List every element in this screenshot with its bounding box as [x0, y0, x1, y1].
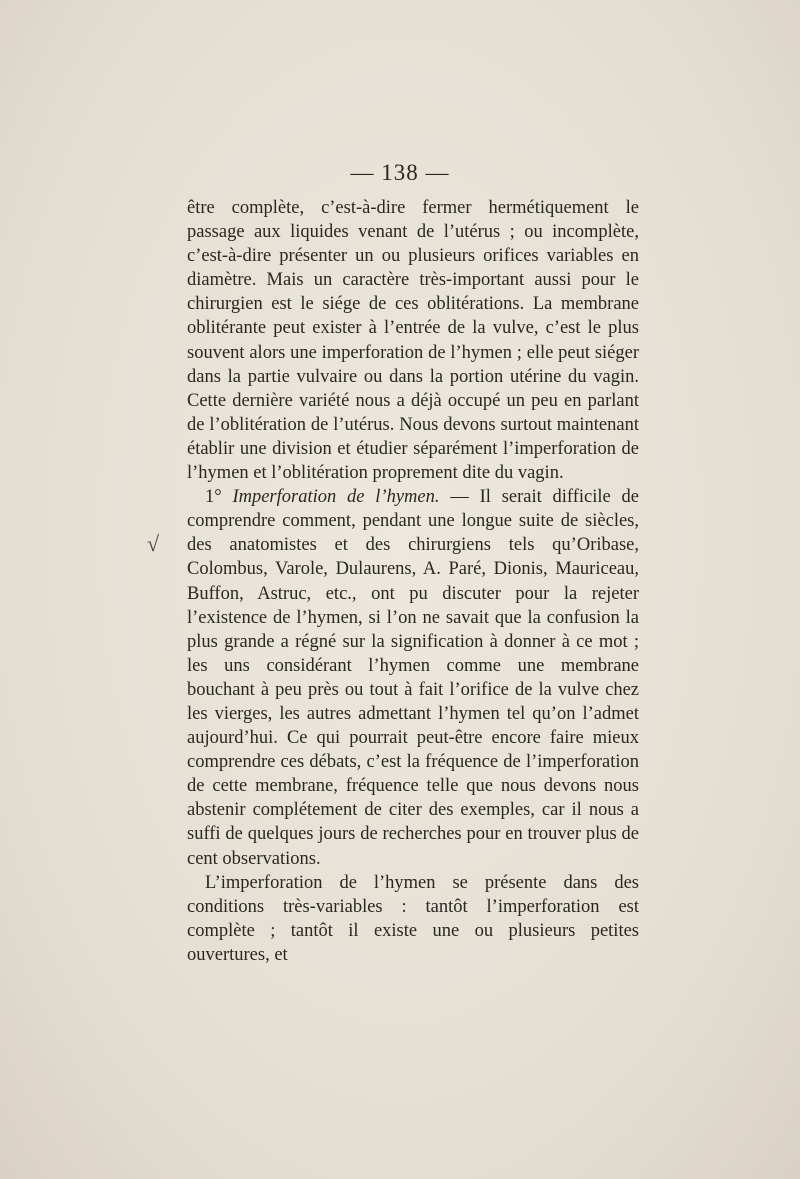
margin-check-mark: √ — [147, 531, 160, 556]
section-text: — Il serait difficile de comprendre comment, pendant une longue suite de siècles, des anatomistes et des chirurgiens tels qu’Oribase, Colombus, Varole, Dulaurens, A. Paré, Dionis, Mauriceau, Buffon, Astruc, etc., ont pu discuter pour la rejeter l’existence de l’hymen, si l’on ne savait que la confusion la plus grande a régné sur la signification à donner à ce mot ; les uns considérant l’hymen comme une membrane bouchant à peu près ou tout à fait l’orifice de la vulve chez les vierges, les autres admettant l’hymen tel qu’on l’admet aujourd’hui. Ce qui pourrait peut-être encore faire mieux comprendre ces débats, c’est la fréquence de l’imperforation de cette membrane, fréquence telle que nous devons nous abstenir complétement de citer des exemples, car il nous a suffi de quelques jours de recherches pour en trouver plus de cent observations. — [187, 487, 640, 869]
paragraph-final: L’imperforation de l’hymen se présente dans des conditions très-variables : tantôt l’imperforation est complète ; tantôt il existe une ou plusieurs petites ouvertures, et — [187, 872, 639, 965]
page-number: — 138 — — [350, 160, 450, 185]
page-body — [187, 196, 639, 967]
section-number: 1° — [205, 487, 222, 508]
paragraph-1: être complète, c’est-à-dire fermer hermétiquement le passage aux liquides venant de l’utérus ; ou incomplète, c’est-à-dire présenter un ou plusieurs orifices variables en diamètre. Mais un caractère très-important aussi pour le chirurgien est le siége de ces oblitérations. La membrane oblitérante peut exister à l’entrée de la vulve, c’est le plus souvent alors une imperforation de l’hymen ; elle peut siéger dans la partie vulvaire ou dans la portion utérine du vagin. Cette dernière variété nous a déjà occupé un peu en parlant de l’oblitération de l’utérus. Nous devons surtout maintenant établir une division et étudier séparément l’imperforation de l’hymen et l’oblitération proprement dite du vagin. — [187, 198, 639, 484]
section-title: Imperforation de l’hymen. — [232, 487, 440, 508]
section-paragraph — [187, 485, 639, 871]
